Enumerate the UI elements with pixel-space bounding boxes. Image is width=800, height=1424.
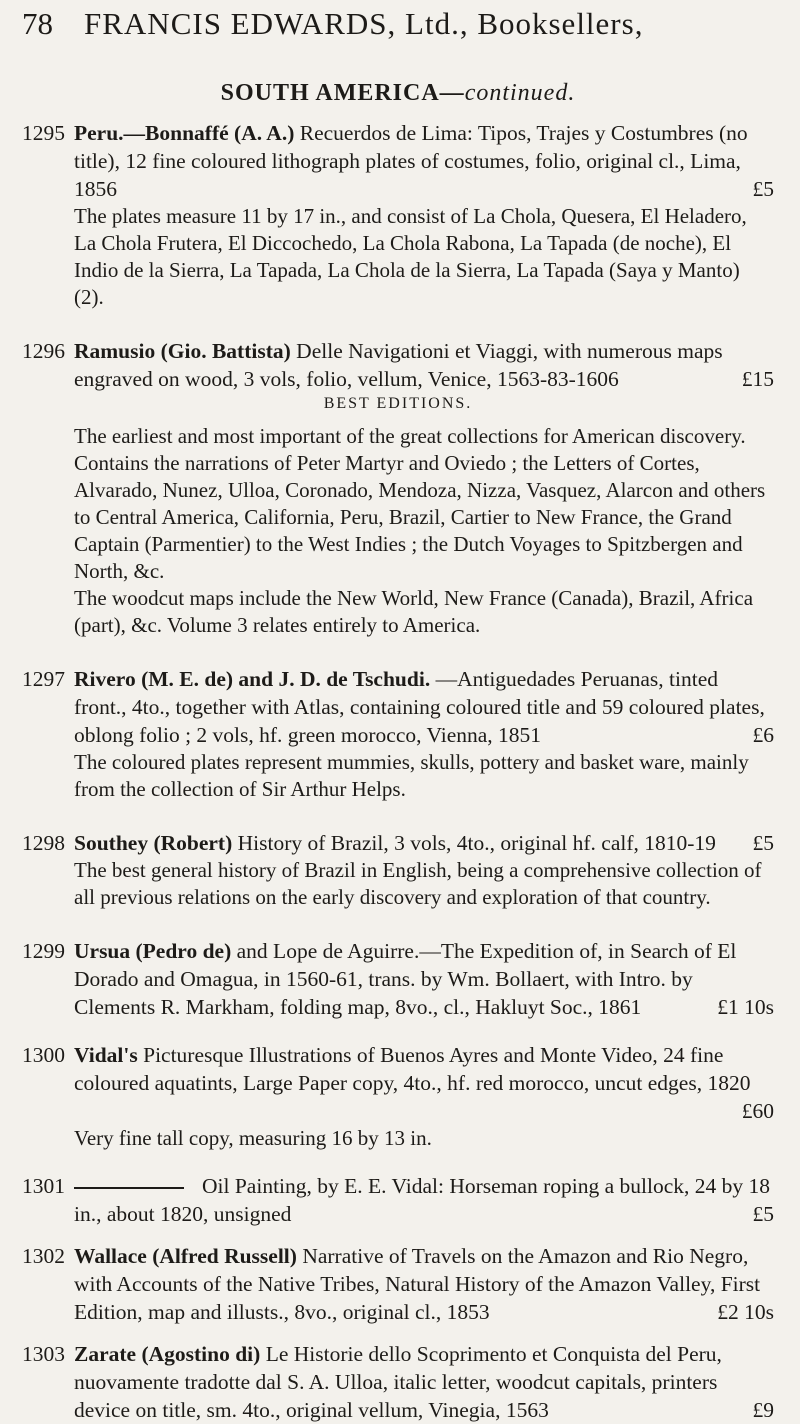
- entry-price: £5: [752, 177, 774, 201]
- entry-subheading: BEST EDITIONS.: [323, 395, 473, 412]
- entry-author: Ursua (Pedro de): [74, 939, 232, 963]
- entry-description: and Lope de Aguirre.—The Expedition of, in Search of El Dorado and Omagua, in 1560-61, trans. by Wm. Bollaert, with Intro. by Clements R. Markham, folding map, 8vo., cl., Hakluyt Soc., 1861: [74, 939, 737, 1019]
- entry-note: The plates measure 11 by 17 in., and consist of La Chola, Quesera, El Heladero, La Chola Frutera, El Diccochedo, La Chola Rabona, La Tapada (de noche), El Indio de la Sierra, La Tapada, La Chola de la Sierra, La Tapada (Saya y Manto) (2).: [74, 204, 747, 309]
- entry-author: Rivero (M. E. de) and J. D. de Tschudi.: [74, 667, 431, 691]
- entry-author: Peru.—Bonnaffé (A. A.): [74, 121, 295, 145]
- entry-number: 1302: [22, 1244, 65, 1268]
- catalogue-entry: [22, 337, 774, 639]
- entry-note: Very fine tall copy, measuring 16 by 13 in.: [74, 1126, 432, 1150]
- entry-number: 1298: [22, 831, 65, 855]
- running-title: FRANCIS EDWARDS, Ltd., Booksellers,: [84, 6, 644, 41]
- entry-description: History of Brazil, 3 vols, 4to., original hf. calf, 1810-19: [237, 831, 716, 855]
- catalogue-entry: [22, 829, 774, 911]
- entry-author: Vidal's: [74, 1043, 138, 1067]
- entry-price: £2 10s: [717, 1300, 774, 1324]
- entry-price: £1 10s: [717, 995, 774, 1019]
- entry-number: 1296: [22, 339, 65, 363]
- entry-number: 1301: [22, 1174, 65, 1198]
- entry-description: Recuerdos de Lima: Tipos, Trajes y Costumbres (no title), 12 fine coloured lithograph plates of costumes, folio, original cl., Lima, 1856: [74, 121, 748, 201]
- entry-price: £5: [752, 831, 774, 855]
- entry-description: —Antiguedades Peruanas, tinted front., 4to., together with Atlas, containing coloured title and 59 coloured plates, oblong folio ; 2 vols, hf. green morocco, Vienna, 1851: [74, 667, 765, 747]
- catalogue-entry: [22, 119, 774, 311]
- entry-description: Picturesque Illustrations of Buenos Ayres and Monte Video, 24 fine coloured aquatints, Large Paper copy, 4to., hf. red morocco, uncut edges, 1820: [74, 1043, 751, 1095]
- entry-number: 1299: [22, 939, 65, 963]
- catalogue-entry: [22, 665, 774, 803]
- section-continued: continued.: [464, 80, 576, 106]
- entry-description: Oil Painting, by E. E. Vidal: Horseman roping a bullock, 24 by 18 in., about 1820, unsigned: [74, 1174, 770, 1226]
- section-heading: [22, 80, 774, 107]
- entry-price: £9: [752, 1398, 774, 1422]
- entry-price: £6: [752, 723, 774, 747]
- entry-number: 1303: [22, 1342, 65, 1366]
- entry-note: The woodcut maps include the New World, New France (Canada), Brazil, Africa (part), &c. Volume 3 relates entirely to America.: [74, 586, 754, 637]
- entry-note: The earliest and most important of the great collections for American discovery. Contains the narrations of Peter Martyr and Oviedo ; the Letters of Cortes, Alvarado, Nunez, Ulloa, Coronado, Mendoza, Nizza, Vasquez, Alarcon and others to Central America, California, Peru, Brazil, Cartier to New France, the Grand Captain (Parmentier) to the West Indies ; the Dutch Voyages to Spitzbergen and North, &c.: [74, 424, 766, 583]
- entry-description: Delle Navigationi et Viaggi, with numerous maps engraved on wood, 3 vols, folio, vellum, Venice, 1563-83-1606: [74, 339, 723, 391]
- entry-price: £15: [741, 367, 774, 391]
- catalogue-entry: [22, 1172, 774, 1228]
- catalogue-entry: [22, 1340, 774, 1424]
- catalogue-entry: [22, 937, 774, 1021]
- entry-description: Le Historie dello Scoprimento et Conquista del Peru, nuovamente tradotte dal S. A. Ulloa, italic letter, woodcut capitals, printers device on title, sm. 4to., original vellum, Vinegia, 1563: [74, 1342, 722, 1422]
- entry-note: The best general history of Brazil in English, being a comprehensive collection of all previous relations on the early discovery and exploration of that country.: [74, 858, 762, 909]
- catalogue-entry: [22, 1041, 774, 1152]
- entry-note: The coloured plates represent mummies, skulls, pottery and basket ware, mainly from the collection of Sir Arthur Helps.: [74, 750, 749, 801]
- entry-number: 1297: [22, 667, 65, 691]
- page-number: 78: [22, 6, 53, 41]
- entry-price: £60: [741, 1099, 774, 1123]
- entry-author: Ramusio (Gio. Battista): [74, 339, 291, 363]
- entry-number: 1300: [22, 1043, 65, 1067]
- entry-description: Narrative of Travels on the Amazon and Rio Negro, with Accounts of the Native Tribes, Natural History of the Amazon Valley, First Edition, map and illusts., 8vo., original cl., 1853: [74, 1244, 761, 1324]
- entry-author: Wallace (Alfred Russell): [74, 1244, 297, 1268]
- entry-author: Southey (Robert): [74, 831, 233, 855]
- ditto-dash: [74, 1187, 184, 1189]
- section-title: SOUTH AMERICA—: [220, 80, 465, 106]
- entry-number: 1295: [22, 121, 65, 145]
- entry-price: £5: [752, 1202, 774, 1226]
- page-header: [22, 0, 774, 50]
- entry-author: Zarate (Agostino di): [74, 1342, 261, 1366]
